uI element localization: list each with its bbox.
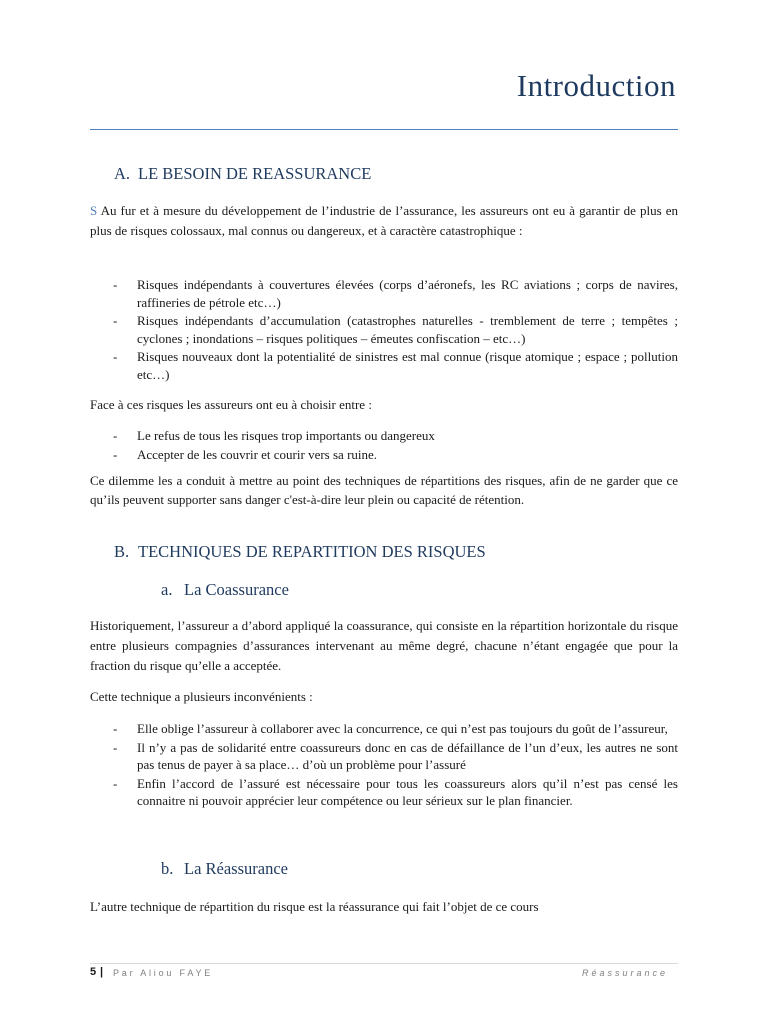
list-item: - Il n’y a pas de solidarité entre coassureurs donc en cas de défaillance de l’un d’eux, les autres ne sont pas tenus de payer à sa place… d’où un problème pour l’assuré: [113, 739, 678, 772]
section-a-number: A.: [114, 164, 131, 183]
section-b-number: B.: [114, 542, 130, 561]
list-item: - Elle oblige l’assureur à collaborer avec la concurrence, ce qui n’est pas toujours du goût de l’assureur,: [113, 721, 668, 736]
list-item: - Risques nouveaux dont la potentialité de sinistres est mal connue (risque atomique ; espace ; pollution etc…): [113, 349, 678, 382]
section-b-heading: [114, 542, 486, 562]
list-item: - Risques indépendants à couvertures élevées (corps d’aéronefs, les RC aviations ; corps de navires, raffineries de pétrole etc…): [113, 277, 678, 310]
drawbacks-intro: Cette technique a plusieurs inconvénients :: [90, 689, 313, 704]
risks-list: [90, 276, 678, 384]
section-a-conclusion: Ce dilemme les a conduit à mettre au point des techniques de répartitions des risques, afin de ne garder que ce qu’ils peuvent supporter sans danger c'est-à-dire leur plein ou capacité de rétention.: [90, 473, 678, 507]
intro-dropcap: S: [90, 203, 98, 218]
document-page: [90, 0, 678, 1024]
page-footer: [90, 966, 678, 982]
coassurance-text: Historiquement, l’assureur a d’abord appliqué la coassurance, qui consiste en la répartition horizontale du risque entre plusieurs compagnies d’assurances intervenant au même degré, chacune n’étant engagée que pour la fraction du risque qu’elle a acceptée.: [90, 618, 678, 673]
footer-document-name: Réassurance: [581, 968, 668, 978]
footer-divider: [90, 963, 678, 964]
section-a-heading: [114, 164, 371, 184]
footer-author: Par Aliou FAYE: [113, 968, 214, 978]
reassurance-title: La Réassurance: [184, 859, 288, 878]
footer-separator: |: [100, 966, 104, 978]
coassurance-title: La Coassurance: [184, 580, 289, 599]
list-item: - Accepter de les couvrir et courir vers sa ruine.: [113, 446, 378, 462]
section-a-intro: [90, 201, 678, 241]
choice-intro: Face à ces risques les assureurs ont eu à choisir entre :: [90, 397, 372, 412]
drawbacks-list: [90, 720, 678, 811]
reassurance-heading: [161, 859, 288, 879]
list-item: - Risques indépendants d’accumulation (catastrophes naturelles - tremblement de terre ; tempêtes ; cyclones ; inondations – risques politiques – émeutes confiscation – etc…): [113, 313, 678, 346]
page-number: 5: [90, 966, 97, 978]
reassurance-text: L’autre technique de répartition du risque est la réassurance qui fait l’objet de ce cours: [90, 899, 539, 914]
choices-list: [90, 427, 678, 464]
coassurance-heading: [161, 580, 289, 600]
section-b-title: TECHNIQUES DE REPARTITION DES RISQUES: [138, 542, 486, 561]
coassurance-number: a.: [161, 580, 173, 599]
section-a-title: LE BESOIN DE REASSURANCE: [138, 164, 372, 183]
list-item: - Enfin l’accord de l’assuré est nécessaire pour tous les coassureurs alors qu’il n’est pas censé les connaitre ni pouvoir apprécier leur compétence ou leur sérieux sur le plan financier.: [113, 775, 678, 808]
list-item: - Le refus de tous les risques trop importants ou dangereux: [113, 428, 435, 443]
reassurance-number: b.: [161, 859, 174, 878]
page-title: Introduction: [516, 68, 676, 103]
title-divider: [90, 129, 678, 130]
intro-text: Au fur et à mesure du développement de l’industrie de l’assurance, les assureurs ont eu à garantir de plus en plus de risques colossaux, mal connus ou dangereux, et à caractère catastrophique :: [90, 203, 678, 238]
